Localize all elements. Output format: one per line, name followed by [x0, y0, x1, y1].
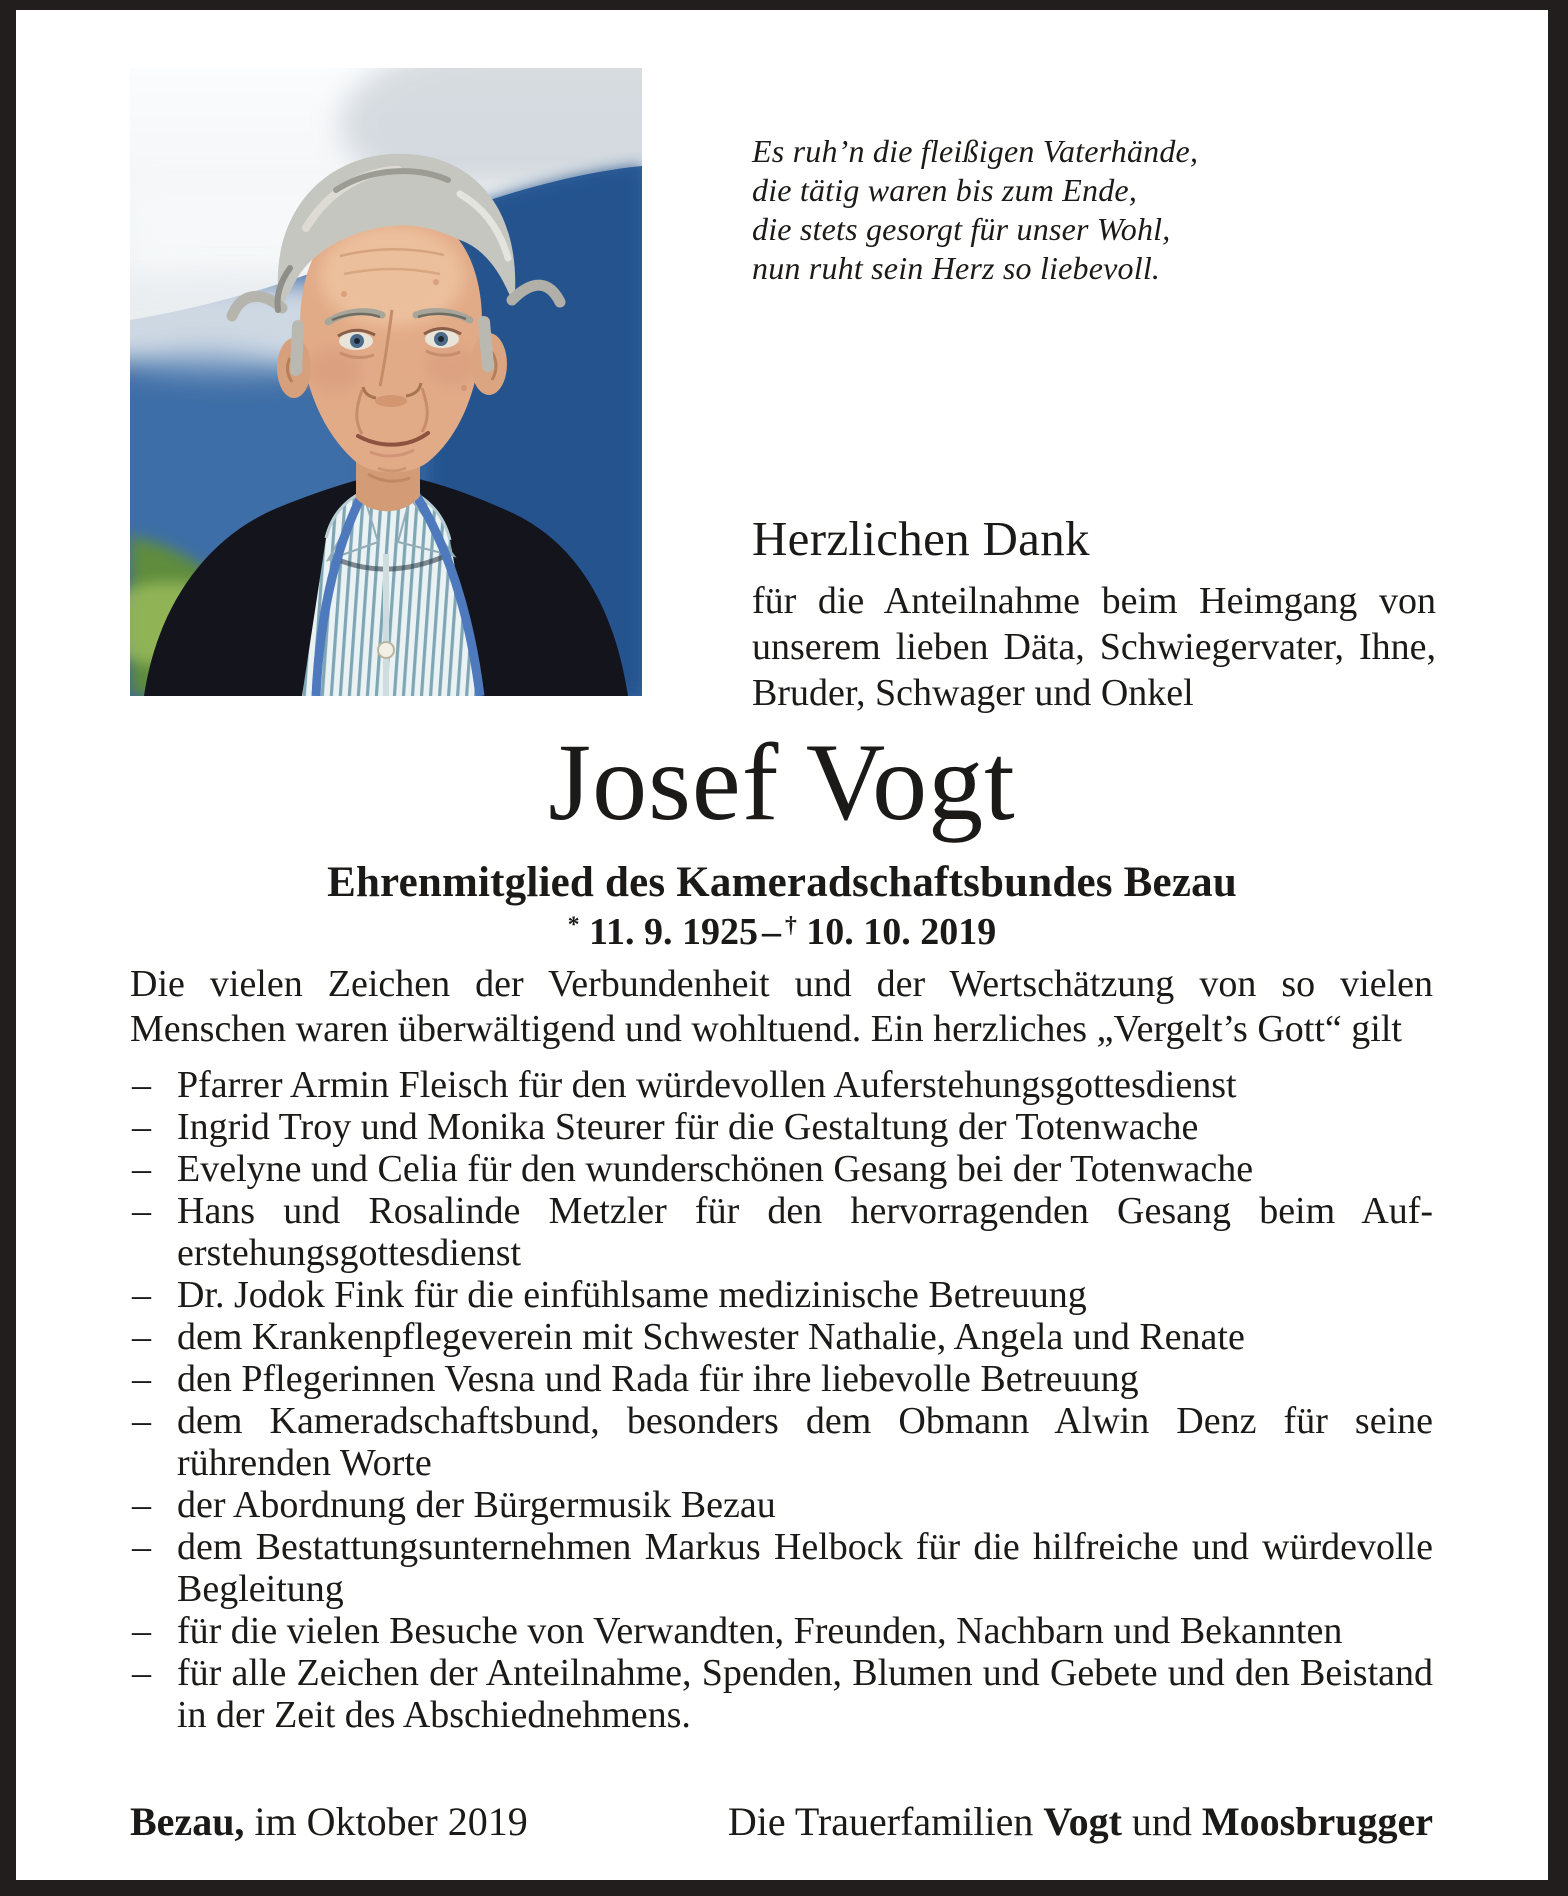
list-item-text: den Pflegerinnen Vesna und Rada für ihre liebevolle Betreuung: [177, 1358, 1139, 1400]
death-cross-symbol: †: [784, 912, 797, 939]
dash-bullet: –: [132, 1358, 151, 1400]
birth-date: 11. 9. 1925: [589, 911, 758, 953]
place: Bezau,: [130, 1799, 245, 1844]
list-item: [130, 1610, 1433, 1652]
poem-line: Es ruh’n die fleißigen Vaterhände,: [752, 133, 1199, 169]
place-date: [130, 1798, 528, 1846]
dash-bullet: –: [132, 1484, 151, 1526]
thanks-list: [130, 1064, 1433, 1736]
list-item: [130, 1400, 1433, 1484]
dash-bullet: –: [132, 1610, 151, 1652]
birth-star-symbol: *: [567, 912, 580, 939]
portrait-photo: [130, 68, 642, 696]
life-dates: [16, 910, 1548, 954]
list-item-text: Dr. Jodok Fink für die einfühlsame medizinische Betreuung: [177, 1274, 1087, 1316]
list-item: [130, 1526, 1433, 1610]
list-item-text: Pfarrer Armin Fleisch für den würdevollen Auferstehungsgottesdienst: [177, 1064, 1237, 1106]
thanks-heading: Herzlichen Dank: [752, 511, 1090, 566]
dash-bullet: –: [132, 1190, 151, 1232]
footer: [130, 1798, 1433, 1846]
dash-bullet: –: [132, 1148, 151, 1190]
gratitude-section: [130, 962, 1433, 1736]
list-item: [130, 1190, 1433, 1274]
list-item: [130, 1316, 1433, 1358]
list-item-text: für die vielen Besuche von Verwandten, Freunden, Nachbarn und Bekannten: [177, 1610, 1343, 1652]
dash-bullet: –: [132, 1652, 151, 1694]
honor-title: Ehrenmitglied des Kameradschaftsbundes Bezau: [327, 859, 1237, 906]
list-item: [130, 1358, 1433, 1400]
poem-line: nun ruht sein Herz so liebevoll.: [752, 250, 1161, 286]
list-item-text: der Abordnung der Bürgermusik Bezau: [177, 1484, 776, 1526]
list-item-text: für alle Zeichen der Anteilnahme, Spenden, Blumen und Gebete und den Beistand in der Zeit des Abschiednehmens.: [177, 1652, 1433, 1736]
list-item: [130, 1148, 1433, 1190]
gratitude-paragraph: Die vielen Zeichen der Verbundenheit und der Wertschätzung von so vielen Menschen waren überwältigend und wohltuend. Ein herzliches „Vergelt’s Gott“ gilt: [130, 963, 1433, 1050]
death-date: 10. 10. 2019: [806, 911, 997, 953]
list-item: [130, 1064, 1433, 1106]
dash-bullet: –: [132, 1526, 151, 1568]
list-item: [130, 1274, 1433, 1316]
dash-bullet: –: [132, 1274, 151, 1316]
list-item: [130, 1652, 1433, 1736]
family-name-moosbrugger: Moosbrugger: [1201, 1799, 1433, 1844]
dash-bullet: –: [132, 1106, 151, 1148]
dash-bullet: –: [132, 1316, 151, 1358]
families-conjunction: und: [1131, 1799, 1192, 1844]
date-text: im Oktober 2019: [254, 1799, 528, 1844]
thanks-intro: für die Anteilnahme beim Heimgang von unserem lieben Däta, Schwiegervater, Ihne, Bruder, Schwager und Onkel: [752, 580, 1436, 714]
list-item-text: Hans und Rosalinde Metzler für den hervorragenden Gesang beim Auferstehungsgottesdienst: [177, 1190, 1433, 1274]
list-item: [130, 1106, 1433, 1148]
list-item: [130, 1484, 1433, 1526]
list-item-text: dem Kameradschaftsbund, besonders dem Obmann Alwin Denz für seine rührenden Worte: [177, 1400, 1433, 1484]
poem-line: die stets gesorgt für unser Wohl,: [752, 211, 1171, 247]
deceased-name: Josef Vogt: [548, 721, 1016, 843]
dates-separator: –: [761, 911, 781, 953]
list-item-text: dem Krankenpflegeverein mit Schwester Nathalie, Angela und Renate: [177, 1316, 1245, 1358]
dash-bullet: –: [132, 1400, 151, 1442]
families-prefix: Die Trauerfamilien: [727, 1799, 1034, 1844]
memorial-poem: [752, 132, 1198, 288]
mourning-families: [728, 1798, 1433, 1846]
list-item-text: Ingrid Troy und Monika Steurer für die Gestaltung der Totenwache: [177, 1106, 1199, 1148]
list-item-text: dem Bestattungsunternehmen Markus Helbock für die hilfreiche und würdevolle Begleitung: [177, 1526, 1433, 1610]
family-name-vogt: Vogt: [1043, 1799, 1122, 1844]
poem-line: die tätig waren bis zum Ende,: [752, 172, 1138, 208]
dash-bullet: –: [132, 1064, 151, 1106]
list-item-text: Evelyne und Celia für den wunderschönen Gesang bei der Totenwache: [177, 1148, 1254, 1190]
